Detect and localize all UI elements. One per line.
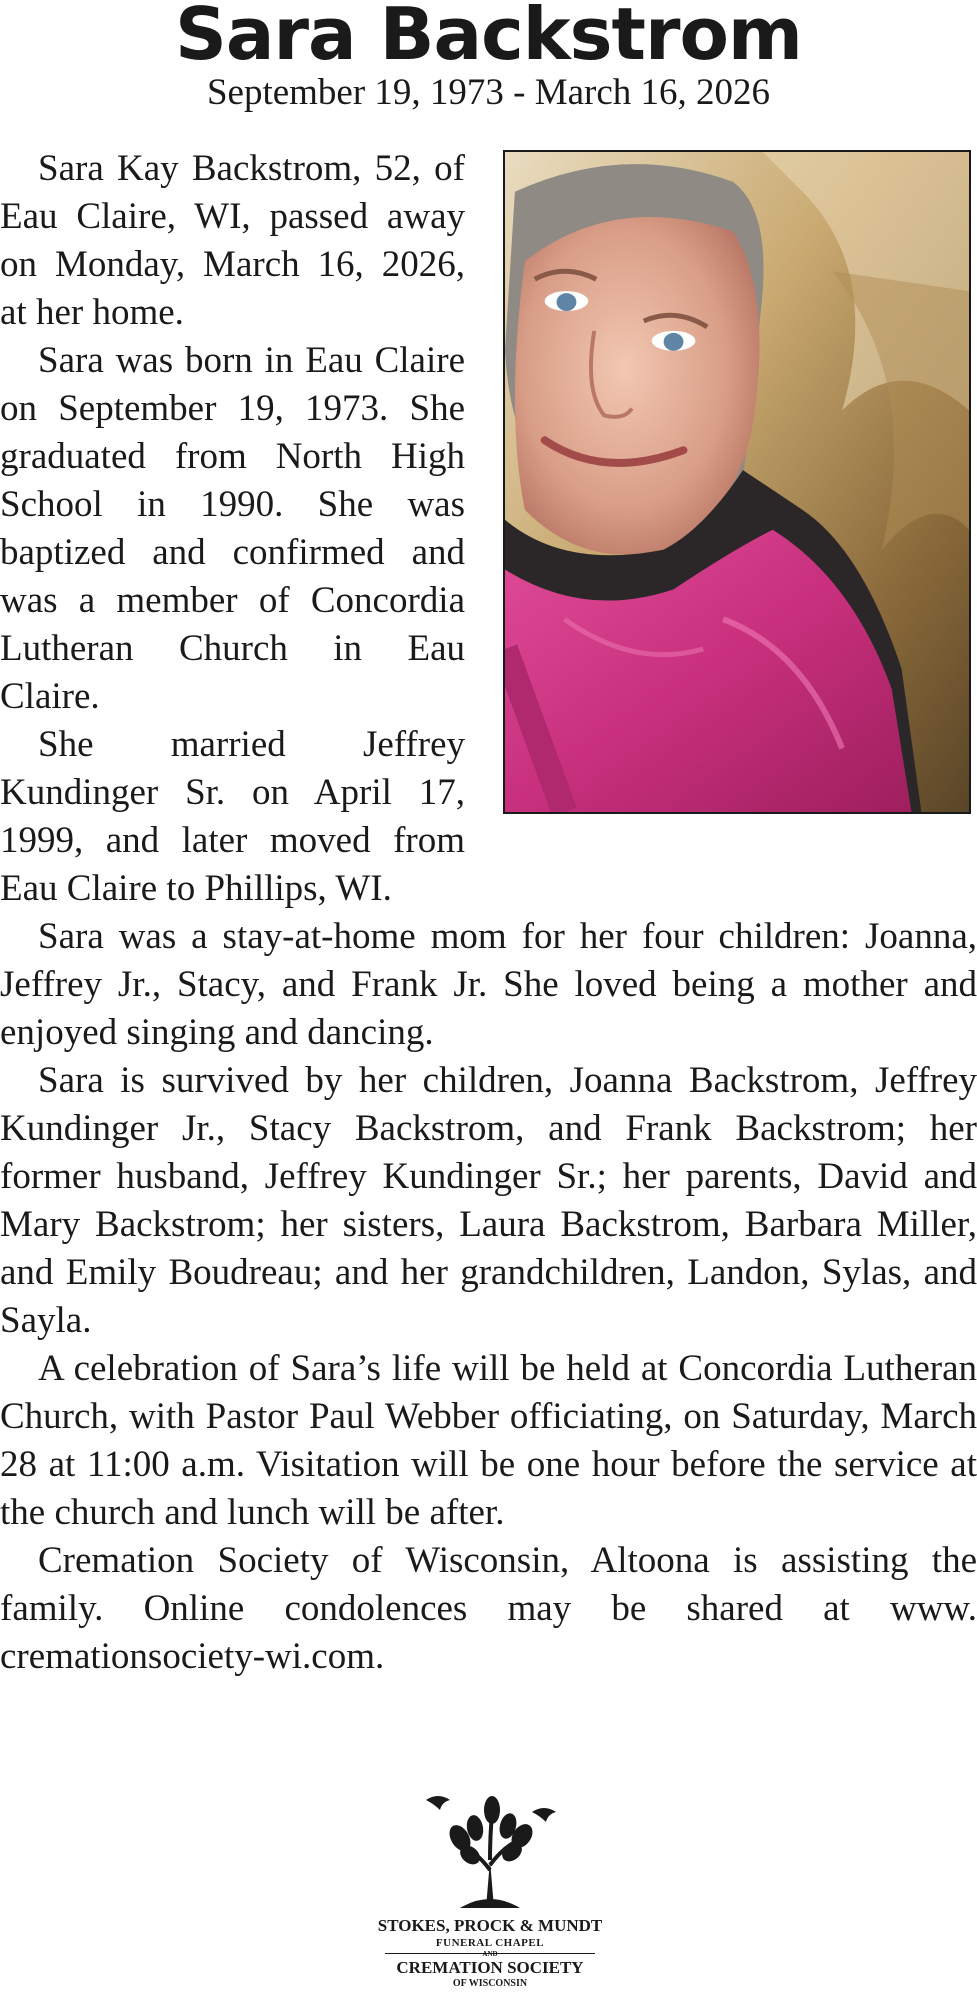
life-dates: September 19, 1973 - March 16, 2026: [206, 72, 771, 113]
paragraph-marriage: She married Jeffrey Kundinger Sr. on April 17, 1999, and later moved from Eau Claire to Phillips, WI.: [0, 724, 465, 909]
logo-funeral-home-name: STOKES, PROCK & MUNDT: [377, 1916, 603, 1935]
paragraph-early-life: Sara was born in Eau Claire on September 19, 1973. She graduated from North High School in 1990. She was baptized and confirmed and was a member of Concordia Lutheran Church in Eau Claire.: [0, 340, 465, 717]
paragraph-condolences: Cremation Society of Wisconsin, Altoona is assisting the family. Online condolences may be shared at www. cremationsociety-wi.com.: [0, 1540, 977, 1677]
deceased-name: Sara Backstrom: [175, 0, 802, 76]
logo-and: AND: [482, 1950, 498, 1958]
paragraph-family-life: Sara was a stay-at-home mom for her four children: Joanna, Jeffrey Jr., Stacy, and Frank Jr. She loved being a mother and enjoyed singing and dancing.: [0, 916, 977, 1053]
logo-of-wisconsin: OF WISCONSIN: [452, 1978, 528, 1989]
paragraph-intro: Sara Kay Backstrom, 52, of Eau Claire, WI, passed away on Monday, March 16, 2026, at her home.: [0, 148, 465, 333]
logo-cremation-society: CREMATION SOCIETY: [396, 1958, 584, 1977]
paragraph-survivors: Sara is survived by her children, Joanna Backstrom, Jeffrey Kundinger Jr., Stacy Backstrom, and Frank Backstrom; her former husband, Jeffrey Kundinger Sr.; her parents, David and Mary Backstrom; her sisters, Laura Backstrom, Barbara Miller, and Emily Boudreau; and her grandchildren, Landon, Sylas, and Sayla.: [0, 1060, 977, 1341]
paragraph-service: A celebration of Sara’s life will be held at Concordia Lutheran Church, with Pastor Paul Webber officiating, on Saturday, March 28 at 11:00 a.m. Visitation will be one hour before the service at the church and lunch will be after.: [0, 1348, 977, 1533]
logo-funeral-chapel: FUNERAL CHAPEL: [435, 1937, 545, 1949]
obituary-body: [0, 145, 977, 1681]
funeral-home-logo: [355, 1790, 625, 2000]
tree-with-birds-icon: [420, 1790, 560, 1910]
